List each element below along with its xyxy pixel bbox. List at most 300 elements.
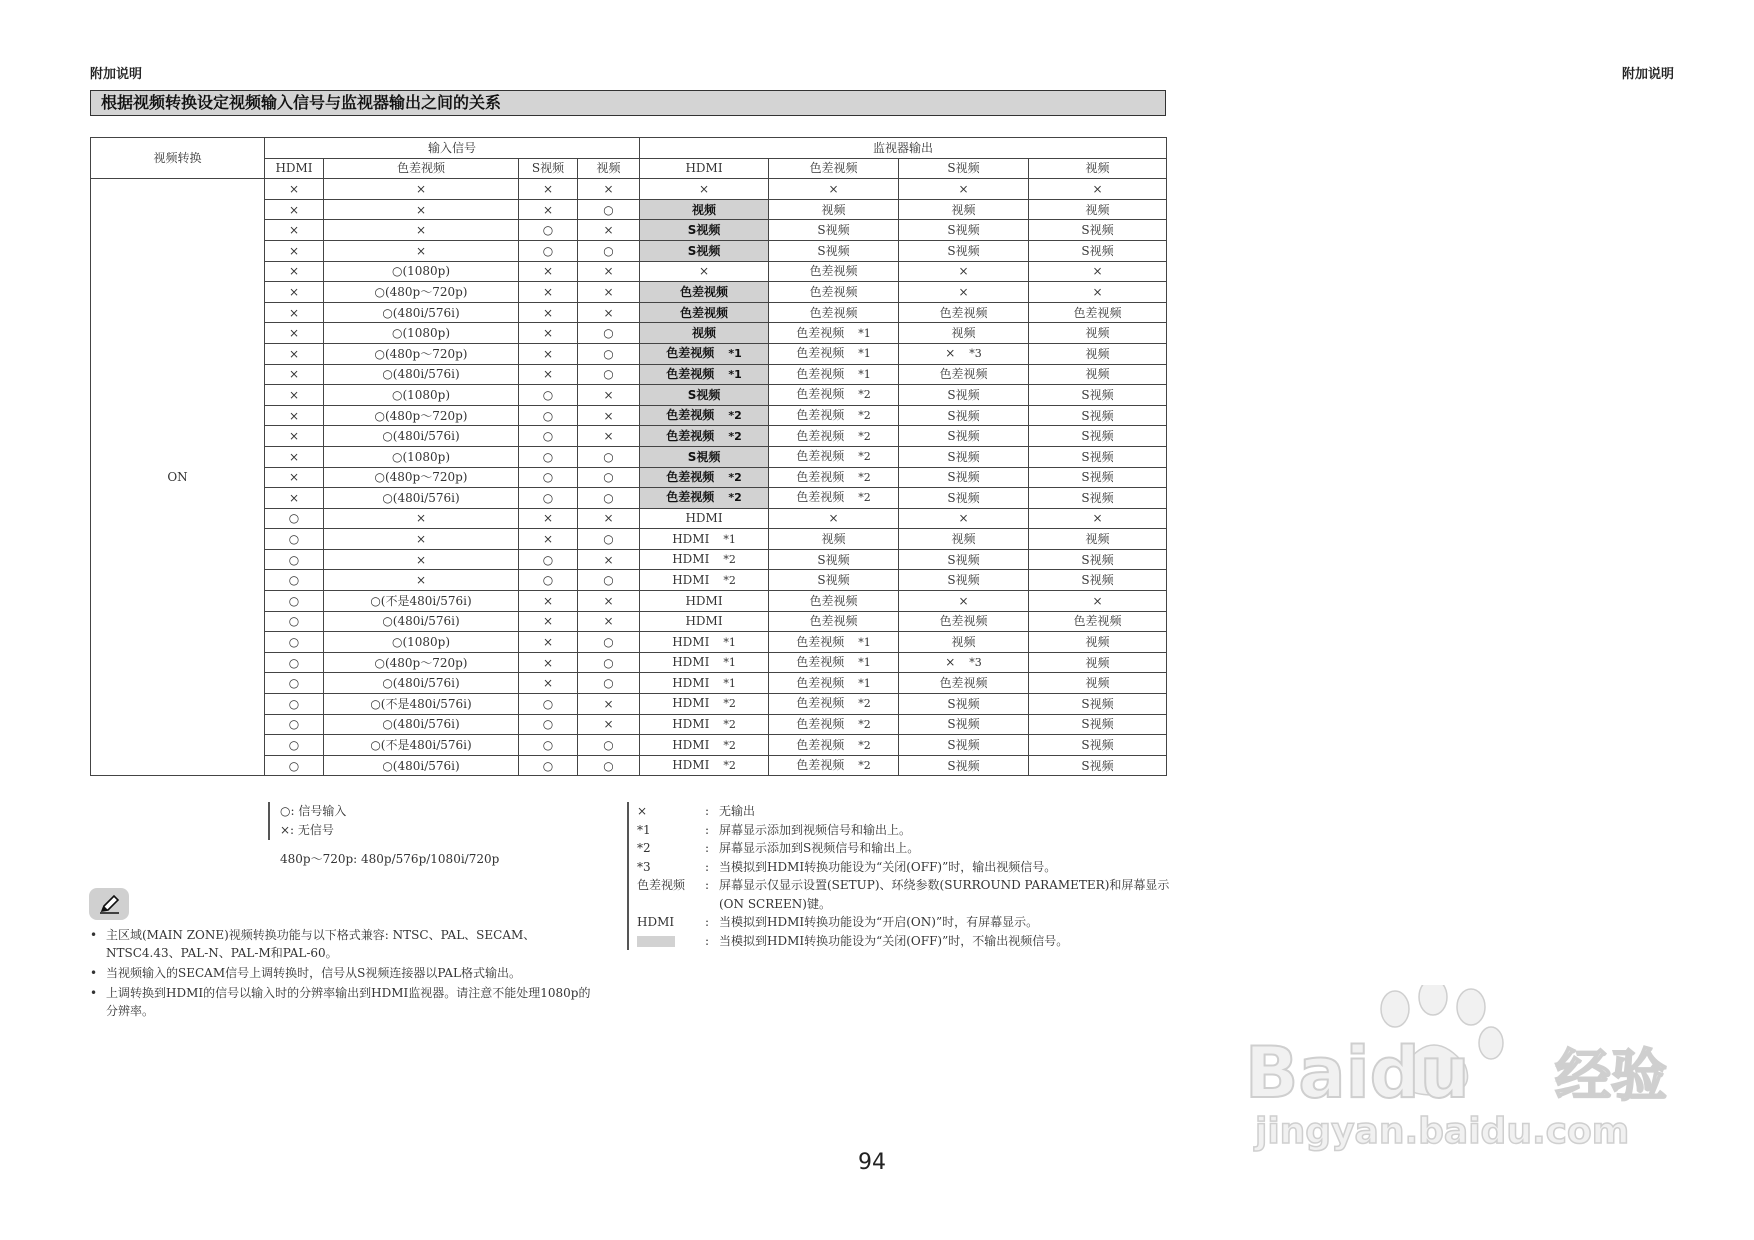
table-cell xyxy=(265,282,324,303)
table-cell xyxy=(1029,179,1167,200)
table-cell xyxy=(899,385,1029,406)
table-cell xyxy=(265,467,324,488)
cell-value: S视频 xyxy=(947,758,980,773)
cell-value: HDMI xyxy=(672,716,710,731)
table-cell xyxy=(519,467,578,488)
cell-value: 视频 xyxy=(692,326,717,341)
cell-value: S视频 xyxy=(947,552,980,567)
footnote-colon: : xyxy=(705,804,710,818)
table-cell xyxy=(1029,488,1167,509)
cell-value: ○ xyxy=(603,367,614,382)
table-cell xyxy=(640,570,769,591)
cell-value: S视频 xyxy=(947,429,980,444)
table-cell xyxy=(769,652,899,673)
cell-value: ○(480i/576i) xyxy=(382,758,460,773)
table-cell xyxy=(1029,755,1167,776)
cell-value: ○ xyxy=(542,717,554,732)
cell-value: 色差视频 xyxy=(796,675,845,690)
table-cell xyxy=(265,220,324,241)
cell-value: 视频 xyxy=(1085,532,1110,547)
cell-value: × xyxy=(603,305,614,320)
footnote-colon: : xyxy=(705,878,710,892)
cell-value: 色差视频 xyxy=(939,614,988,629)
cell-value: 色差视频 xyxy=(939,305,988,320)
cell-value: × xyxy=(698,181,710,196)
table-cell xyxy=(265,426,324,447)
cell-value: 视频 xyxy=(951,326,976,341)
cell-value: S视频 xyxy=(1081,552,1114,567)
cell-value: × xyxy=(958,511,969,526)
cell-value: ○(1080p) xyxy=(391,326,451,341)
sub-header-cell: 色差视频 xyxy=(324,158,519,179)
cell-value: × xyxy=(542,326,554,341)
table-cell xyxy=(640,591,769,612)
table-cell xyxy=(265,323,324,344)
note-item: • 上调转换到HDMI的信号以输入时的分辨率输出到HDMI监视器。请注意不能处理1080p的分辨率。 xyxy=(90,984,600,1020)
cell-value: S视频 xyxy=(947,717,980,732)
table-cell xyxy=(578,199,640,220)
table-cell xyxy=(578,591,640,612)
cell-value: 视频 xyxy=(1085,346,1110,361)
table-cell xyxy=(324,508,519,529)
table-cell xyxy=(519,673,578,694)
cell-footnote-mark: *2 xyxy=(858,429,871,443)
cell-value: 色差视频 xyxy=(796,408,845,423)
cell-value: × xyxy=(828,511,839,526)
table-cell xyxy=(899,508,1029,529)
cell-value: 视频 xyxy=(951,532,976,547)
cell-value: ○(1080p) xyxy=(391,387,451,402)
table-cell xyxy=(265,529,324,550)
cell-value: × xyxy=(415,223,427,238)
cell-value: 色差视频 xyxy=(666,428,715,443)
cell-value: × xyxy=(542,655,554,670)
cell-value: × xyxy=(603,264,614,279)
cell-value: S视频 xyxy=(947,573,980,588)
cell-value: 色差视频 xyxy=(796,449,845,464)
table-cell xyxy=(899,467,1029,488)
table-cell xyxy=(769,302,899,323)
table-cell xyxy=(1029,364,1167,385)
table-cell xyxy=(1029,220,1167,241)
cell-value: × xyxy=(415,552,427,567)
table-cell xyxy=(899,240,1029,261)
table-cell xyxy=(578,405,640,426)
table-cell xyxy=(769,282,899,303)
cell-value: ○ xyxy=(288,655,300,670)
cell-value: × xyxy=(415,243,427,258)
header-video-conversion: 视频转换 xyxy=(91,138,265,179)
header-input-signal: 输入信号 xyxy=(265,138,640,159)
cell-value: ○ xyxy=(542,408,554,423)
table-cell xyxy=(519,591,578,612)
table-cell xyxy=(1029,405,1167,426)
cell-value: S视频 xyxy=(817,243,850,258)
cell-footnote-mark: *2 xyxy=(728,429,742,443)
table-cell xyxy=(324,446,519,467)
table-cell xyxy=(324,323,519,344)
table-cell xyxy=(578,467,640,488)
cell-value: HDMI xyxy=(685,614,723,629)
cell-value: × xyxy=(288,387,300,402)
table-cell xyxy=(578,508,640,529)
table-cell xyxy=(265,755,324,776)
cell-value: 色差视频 xyxy=(680,305,729,320)
cell-value: 视频 xyxy=(951,635,976,650)
table-cell xyxy=(578,488,640,509)
table-cell xyxy=(265,591,324,612)
table-cell xyxy=(324,735,519,756)
header-monitor-output: 监视器输出 xyxy=(640,138,1167,159)
footnote-text: 屏幕显示添加到S视频信号和输出上。 xyxy=(719,841,920,855)
table-cell xyxy=(519,426,578,447)
cell-footnote-mark: *3 xyxy=(969,656,982,670)
table-cell xyxy=(640,385,769,406)
cell-footnote-mark: *2 xyxy=(858,759,871,773)
table-cell xyxy=(899,549,1029,570)
cell-value: S视频 xyxy=(1081,738,1114,753)
table-cell xyxy=(1029,261,1167,282)
table-cell xyxy=(578,755,640,776)
cell-footnote-mark: *1 xyxy=(858,367,871,381)
cell-value: 色差视频 xyxy=(809,614,858,629)
footnote-text: 当模拟到HDMI转换功能设为“关闭(OFF)”时，不输出视频信号。 xyxy=(719,933,1069,948)
cell-footnote-mark: *1 xyxy=(723,656,736,670)
table-cell xyxy=(265,570,324,591)
table-cell xyxy=(899,652,1029,673)
cell-value: S视频 xyxy=(947,490,980,505)
cell-value: ○ xyxy=(288,696,300,711)
cell-value: × xyxy=(542,511,554,526)
footnote-row xyxy=(637,802,1177,821)
cell-value: 色差视频 xyxy=(796,346,845,361)
table-cell xyxy=(578,632,640,653)
footnote-key: 色差视频 xyxy=(637,878,686,892)
cell-value: × xyxy=(288,284,300,299)
cell-value: ○ xyxy=(603,676,614,691)
cell-value: 视频 xyxy=(692,202,717,217)
cell-value: S视频 xyxy=(947,470,980,485)
table-cell xyxy=(769,529,899,550)
cell-value: S视频 xyxy=(1081,449,1114,464)
cell-value: × xyxy=(542,346,554,361)
table-cell xyxy=(519,220,578,241)
table-cell xyxy=(519,755,578,776)
table-cell xyxy=(899,591,1029,612)
table-cell xyxy=(640,694,769,715)
cell-value: S视频 xyxy=(687,223,721,238)
sub-header-cell: 视频 xyxy=(578,158,640,179)
cell-value: × xyxy=(288,408,300,423)
sub-header-cell: 色差视频 xyxy=(769,158,899,179)
cell-value: 视频 xyxy=(1085,367,1110,382)
table-cell xyxy=(324,467,519,488)
page-number: 94 xyxy=(858,1150,886,1175)
cell-value: × xyxy=(542,367,554,382)
table-cell xyxy=(899,488,1029,509)
table-cell xyxy=(324,673,519,694)
table-cell xyxy=(324,755,519,776)
table-cell xyxy=(1029,467,1167,488)
table-cell xyxy=(1029,282,1167,303)
table-cell xyxy=(1029,529,1167,550)
cell-value: ○ xyxy=(288,532,300,547)
table-cell xyxy=(640,446,769,467)
cell-value: ○(480p～720p) xyxy=(374,470,468,485)
cell-value: HDMI xyxy=(672,552,710,567)
table-row xyxy=(91,179,1167,200)
footnote-colon: : xyxy=(705,859,710,874)
table-cell xyxy=(265,632,324,653)
table-cell xyxy=(769,714,899,735)
cell-value: × xyxy=(288,367,300,382)
table-cell xyxy=(899,632,1029,653)
cell-value: ○ xyxy=(542,490,554,505)
table-cell xyxy=(578,302,640,323)
cell-value: × xyxy=(603,717,614,732)
table-cell xyxy=(578,570,640,591)
cell-value: ○ xyxy=(603,243,614,258)
cell-value: S视频 xyxy=(1081,408,1114,423)
table-cell xyxy=(1029,199,1167,220)
cell-footnote-mark: *2 xyxy=(858,470,871,484)
cell-value: ○ xyxy=(603,346,614,361)
table-cell xyxy=(519,302,578,323)
table-cell xyxy=(1029,652,1167,673)
cell-value: ○ xyxy=(542,429,554,444)
table-cell xyxy=(1029,673,1167,694)
cell-value: S视频 xyxy=(1081,717,1114,732)
cell-value: 色差视频 xyxy=(666,408,715,423)
table-cell xyxy=(769,755,899,776)
cell-value: × xyxy=(415,532,427,547)
table-cell xyxy=(519,364,578,385)
cell-value: S视频 xyxy=(1081,490,1114,505)
cell-value: S视频 xyxy=(947,243,980,258)
cell-footnote-mark: *3 xyxy=(969,347,982,361)
cell-value: × xyxy=(1092,181,1103,196)
cell-value: 视频 xyxy=(821,202,846,217)
table-cell xyxy=(519,282,578,303)
cell-value: × xyxy=(415,202,427,217)
cell-value: × xyxy=(603,387,614,402)
table-cell xyxy=(640,282,769,303)
cell-footnote-mark: *2 xyxy=(858,717,871,731)
cell-value: HDMI xyxy=(672,634,710,649)
cell-value: ○ xyxy=(603,635,614,650)
table-cell xyxy=(265,611,324,632)
cell-value: S视频 xyxy=(947,738,980,753)
table-cell xyxy=(769,323,899,344)
watermark-brand: Baidu xyxy=(1245,1032,1470,1114)
cell-value: 色差视频 xyxy=(796,325,845,340)
table-cell xyxy=(324,261,519,282)
cell-value: HDMI xyxy=(672,572,710,587)
table-body xyxy=(91,179,1167,776)
cell-value: 色差视频 xyxy=(939,676,988,691)
table-cell xyxy=(769,570,899,591)
table-cell xyxy=(578,673,640,694)
cell-value: ○(480p～720p) xyxy=(374,284,468,299)
cell-value: S视频 xyxy=(947,449,980,464)
cell-value: HDMI xyxy=(672,737,710,752)
table-cell xyxy=(640,426,769,447)
cell-value: S视频 xyxy=(1081,573,1114,588)
table-cell xyxy=(324,405,519,426)
cell-value: × xyxy=(542,635,554,650)
table-cell xyxy=(640,735,769,756)
footnote-text: 当模拟到HDMI转换功能设为“开启(ON)”时，有屏幕显示。 xyxy=(719,915,1039,929)
cell-value: 色差视频 xyxy=(796,428,845,443)
cell-value: × xyxy=(542,676,554,691)
sub-header-cell: HDMI xyxy=(640,158,769,179)
table-cell xyxy=(519,240,578,261)
table-cell xyxy=(1029,446,1167,467)
cell-value: S视频 xyxy=(1081,243,1114,258)
cell-value: S视频 xyxy=(817,573,850,588)
table-cell xyxy=(324,364,519,385)
table-cell xyxy=(519,735,578,756)
cell-footnote-mark: *1 xyxy=(858,676,871,690)
cell-value: × xyxy=(1092,511,1103,526)
cell-value: 色差视频 xyxy=(809,593,858,608)
table-cell xyxy=(1029,323,1167,344)
footnote-text: 屏幕显示仅显示设置(SETUP)、环绕参数(SURROUND PARAMETER)和屏幕显示(ON SCREEN)键。 xyxy=(719,878,1170,911)
table-cell xyxy=(578,446,640,467)
cell-value: × xyxy=(542,532,554,547)
footnote-row xyxy=(637,821,1177,840)
table-cell xyxy=(640,488,769,509)
cell-value: 色差视频 xyxy=(796,655,845,670)
cell-value: S视频 xyxy=(1081,470,1114,485)
cell-footnote-mark: *1 xyxy=(723,676,736,690)
cell-value: × xyxy=(945,346,956,361)
cell-value: ○ xyxy=(542,738,554,753)
cell-value: × xyxy=(542,202,554,217)
cell-value: × xyxy=(603,593,614,608)
table-cell xyxy=(640,199,769,220)
footnote-row xyxy=(637,839,1177,858)
table-cell xyxy=(640,261,769,282)
cell-value: HDMI xyxy=(672,758,710,773)
table-cell xyxy=(640,714,769,735)
table-cell xyxy=(578,282,640,303)
table-cell xyxy=(1029,508,1167,529)
table-cell xyxy=(578,426,640,447)
cell-value: 色差视频 xyxy=(796,758,845,773)
cell-value: ○ xyxy=(542,223,554,238)
table-cell xyxy=(519,343,578,364)
table-cell xyxy=(324,199,519,220)
cell-value: ○ xyxy=(603,449,614,464)
table-cell xyxy=(769,694,899,715)
table-cell xyxy=(640,179,769,200)
table-cell xyxy=(265,446,324,467)
cell-value: 色差视频 xyxy=(666,469,715,484)
table-cell xyxy=(640,508,769,529)
cell-value: S视频 xyxy=(1081,223,1114,238)
table-cell xyxy=(519,405,578,426)
cell-value: ○ xyxy=(288,614,300,629)
table-cell xyxy=(265,508,324,529)
cell-value: × xyxy=(542,181,554,196)
sub-header-cell: S视频 xyxy=(899,158,1029,179)
cell-footnote-mark: *1 xyxy=(723,635,736,649)
page-header-left: 附加说明 xyxy=(90,67,143,82)
cell-footnote-mark: *2 xyxy=(858,450,871,464)
table-cell xyxy=(899,364,1029,385)
cell-value: ○(1080p) xyxy=(391,264,451,279)
cell-value: × xyxy=(603,614,614,629)
cell-value: ○ xyxy=(603,655,614,670)
cell-value: × xyxy=(288,305,300,320)
table-cell xyxy=(265,302,324,323)
cell-value: ○ xyxy=(542,449,554,464)
cell-footnote-mark: *2 xyxy=(723,717,736,731)
table-cell xyxy=(578,240,640,261)
table-cell xyxy=(265,199,324,220)
table-cell xyxy=(640,632,769,653)
table-cell xyxy=(324,570,519,591)
cell-value: S视频 xyxy=(1081,429,1114,444)
table-cell xyxy=(640,323,769,344)
table-cell xyxy=(899,343,1029,364)
cell-value: ○(不是480i/576i) xyxy=(370,696,472,711)
table-cell xyxy=(265,694,324,715)
cell-footnote-mark: *2 xyxy=(728,470,742,484)
table-cell xyxy=(324,611,519,632)
cell-value: S视频 xyxy=(947,387,980,402)
table-cell xyxy=(899,426,1029,447)
page-header-right: 附加说明 xyxy=(1621,67,1674,82)
cell-footnote-mark: *1 xyxy=(858,635,871,649)
table-cell xyxy=(899,755,1029,776)
cell-value: × xyxy=(288,264,300,279)
cell-value: 视频 xyxy=(951,202,976,217)
table-cell xyxy=(519,488,578,509)
table-cell xyxy=(899,735,1029,756)
cell-value: ○ xyxy=(288,573,300,588)
cell-footnote-mark: *2 xyxy=(858,409,871,423)
table-cell xyxy=(324,591,519,612)
table-cell xyxy=(578,343,640,364)
table-cell xyxy=(769,343,899,364)
table-cell xyxy=(265,488,324,509)
cell-value: ○ xyxy=(603,326,614,341)
cell-footnote-mark: *1 xyxy=(858,326,871,340)
cell-footnote-mark: *2 xyxy=(858,697,871,711)
cell-value: ○ xyxy=(288,758,300,773)
table-cell xyxy=(899,179,1029,200)
cell-value: × xyxy=(415,511,427,526)
table-cell xyxy=(1029,714,1167,735)
legend-signal-input: ○: 信号输入 xyxy=(280,804,347,818)
table-cell xyxy=(265,735,324,756)
cell-value: × xyxy=(603,552,614,567)
table-cell xyxy=(769,735,899,756)
cell-footnote-mark: *2 xyxy=(728,409,742,423)
table-cell xyxy=(265,673,324,694)
table-cell xyxy=(769,488,899,509)
table-cell xyxy=(324,426,519,447)
cell-footnote-mark: *2 xyxy=(723,553,736,567)
cell-value: × xyxy=(288,202,300,217)
cell-value: HDMI xyxy=(685,593,723,608)
cell-value: × xyxy=(603,429,614,444)
cell-value: ○ xyxy=(542,552,554,567)
table-cell xyxy=(324,488,519,509)
table-cell xyxy=(519,199,578,220)
